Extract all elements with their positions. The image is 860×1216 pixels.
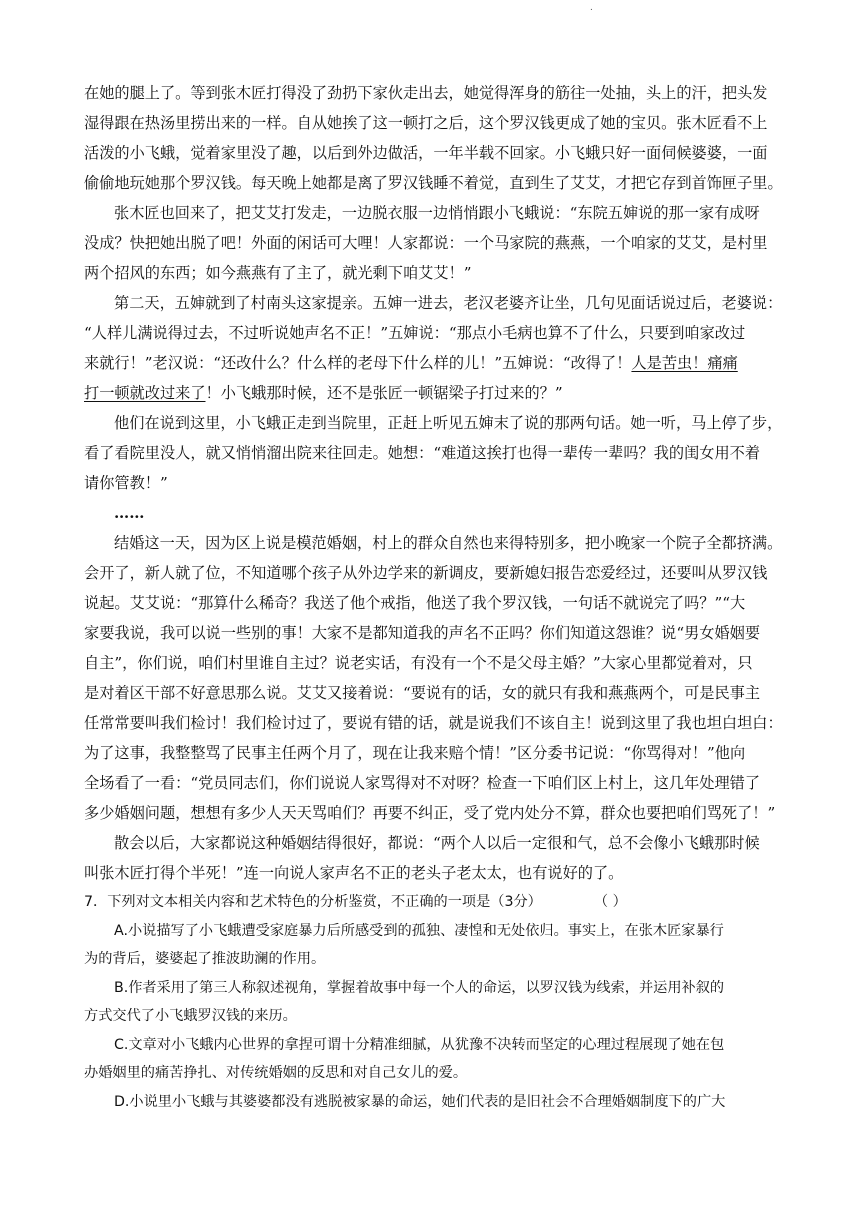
passage-line: 没成？快把她出脱了吧！外面的闲话可大哩！人家都说：一个马家院的燕燕，一个咱家的艾艾，是村里 — [84, 234, 768, 252]
passage-line: 全场看了一看：“党员同志们，你们说说人家骂得对不对呀？检查一下咱们区上村上，这几年处理错了 — [84, 774, 761, 792]
question-7 — [84, 888, 778, 1116]
passage-line: 请你管教！” — [84, 474, 168, 492]
underlined-quote: 人是苦虫！痛痛 — [631, 354, 738, 372]
underlined-quote: 打一顿就改过来了 — [84, 384, 206, 402]
passage-line: 说起。艾艾说：“那算什么稀奇？我送了他个戒指，他送了我个罗汉钱，一句话不就说完了吗？”“大 — [84, 594, 746, 612]
document-page — [84, 78, 783, 1116]
passage-line: 两个招风的东西；如今燕燕有了主了，就光剩下咱艾艾！” — [84, 264, 472, 282]
passage-line: 张木匠也回来了，把艾艾打发走，一边脱衣服一边悄悄跟小飞蛾说：“东院五婶说的那一家有成呀 — [114, 204, 760, 222]
passage — [84, 78, 783, 888]
passage-line: 为了这事，我整整骂了民事主任两个月了，现在让我来赔个情！”区分委书记说：“你骂得对！”他向 — [84, 744, 746, 762]
option-line: A.小说描写了小飞蛾遭受家庭暴力后所感受到的孤独、凄惶和无处依归。事实上，在张木匠家暴行 — [114, 922, 724, 939]
passage-line: 多少婚姻问题，想想有多少人天天骂咱们？再要不纠正，受了党内处分不算，群众也要把咱们骂死了！” — [84, 804, 776, 822]
passage-line: 自主”，你们说，咱们村里谁自主过？说老实话，有没有一个不是父母主婚？”大家心里都觉着对，只 — [84, 654, 753, 672]
ellipsis: …… — [114, 504, 145, 522]
passage-line: 第二天，五婶就到了村南头这家提亲。五婶一进去，老汉老婆齐让坐，几句见面话说过后，老婆说： — [114, 294, 783, 312]
passage-line: 叫张木匠打得个半死！”连一向说人家声名不正的老头子老太太，也有说好的了。 — [84, 864, 624, 882]
passage-line: 活泼的小飞蛾，觉着家里没了趣，以后到外边做活，一年半载不回家。小飞蛾只好一面伺候婆婆，一面 — [84, 144, 768, 162]
option-line: 办婚姻里的痛苦挣扎、对传统婚姻的反思和对自己女儿的爱。 — [84, 1065, 468, 1081]
option-line: 为的背后，婆婆起了推波助澜的作用。 — [84, 951, 326, 967]
passage-line: 是对着区干部不好意思那么说。艾艾又接着说：“要说有的话，女的就只有我和燕燕两个，可是民事主 — [84, 684, 761, 702]
answer-bracket: （ ） — [593, 894, 627, 910]
passage-line: “人样儿满说得过去，不过听说她声名不正！”五婶说：“那点小毛病也算不了什么，只要到咱家改过 — [84, 324, 746, 342]
option-line: D.小说里小飞蛾与其婆婆都没有逃脱被家暴的命运，她们代表的是旧社会不合理婚姻制度下的广大 — [114, 1093, 726, 1110]
passage-line: 会开了，新人就了位，不知道哪个孩子从外边学来的新调皮，要新媳妇报告恋爱经过，还要叫从罗汉钱 — [84, 564, 768, 582]
passage-line: 看了看院里没人，就又悄悄溜出院来往回走。她想：“难道这挨打也得一辈传一辈吗？我的闺女用不着 — [84, 444, 761, 462]
option-line: B.作者采用了第三人称叙述视角，掌握着故事中每一个人的命运，以罗汉钱为线索，并运用补叙的 — [114, 979, 725, 996]
page-marker: . — [590, 2, 593, 13]
option-line: 方式交代了小飞蛾罗汉钱的来历。 — [84, 1008, 297, 1024]
passage-line: 结婚这一天，因为区上说是模范婚姻，村上的群众自然也来得特别多，把小晚家一个院子全都挤满。 — [114, 534, 783, 552]
passage-line: 湿得跟在热汤里捞出来的一样。自从她挨了这一顿打之后，这个罗汉钱更成了她的宝贝。张木匠看不上 — [84, 114, 768, 132]
passage-line: 家要我说，我可以说一些别的事！大家不是都知道我的声名不正吗？你们知道这怨谁？说“男女婚姻要 — [84, 624, 761, 642]
passage-line: 他们在说到这里，小飞蛾正走到当院里，正赶上听见五婶末了说的那两句话。她一听，马上停了步， — [114, 414, 783, 432]
passage-text: 来就行！”老汉说：“还改什么？什么样的老母下什么样的儿！”五婶说：“改得了！ — [84, 354, 632, 372]
question-stem-text: 7．下列对文本相关内容和艺术特色的分析鉴赏，不正确的一项是（3分） — [84, 894, 542, 910]
passage-line: 在她的腿上了。等到张木匠打得没了劲扔下家伙走出去，她觉得浑身的筋往一处抽，头上的汗，把头发 — [84, 84, 768, 102]
passage-line: 散会以后，大家都说这种婚姻结得很好，都说：“两个人以后一定很和气，总不会像小飞蛾那时候 — [114, 834, 760, 852]
question-stem — [84, 888, 778, 917]
passage-line: 任常常要叫我们检讨！我们检讨过了，要说有错的话，就是说我们不该自主！说到这里了我也坦白坦白： — [84, 714, 783, 732]
passage-text: ！小飞蛾那时候，还不是张匠一顿锯梁子打过来的？” — [205, 384, 563, 402]
passage-line: 偷偷地玩她那个罗汉钱。每天晚上她都是离了罗汉钱睡不着觉，直到生了艾艾，才把它存到首饰匣子里。 — [84, 174, 783, 192]
passage-line — [84, 378, 778, 408]
option-line: C.文章对小飞蛾内心世界的拿捏可谓十分精准细腻，从犹豫不决转而坚定的心理过程展现了她在包 — [114, 1036, 725, 1053]
passage-line — [84, 348, 778, 378]
options — [84, 917, 778, 1117]
